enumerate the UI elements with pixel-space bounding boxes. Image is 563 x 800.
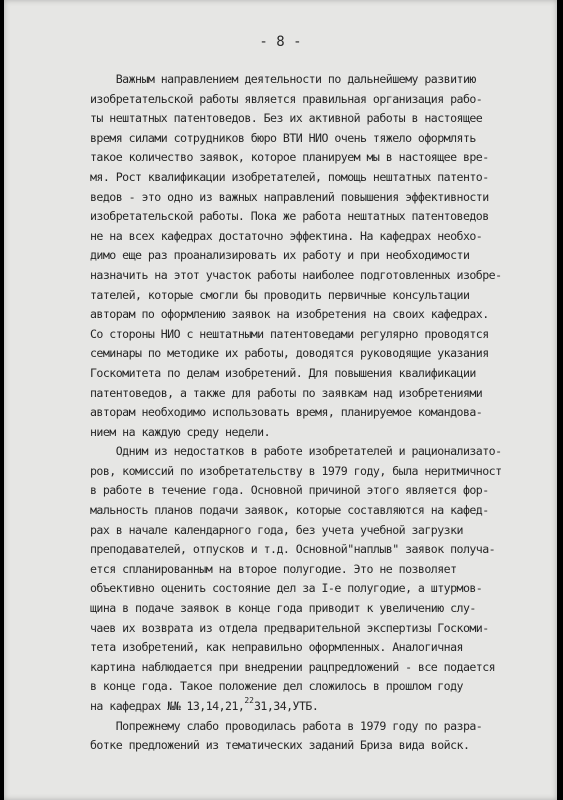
paragraph-3 (90, 717, 542, 756)
text-line: изобретательской работы. Пока же работа нештатных патентоведов (90, 209, 489, 224)
document-page (4, 0, 557, 800)
text-line: авторам необходимо использовать время, планируемое командова- (90, 405, 483, 420)
text-line: Важным направлением деятельности по дальнейшему развитию (90, 72, 476, 86)
text-line: ется спланированным на второе полугодие. Это не позволяет (90, 561, 457, 576)
text-line: тателей, которые смогли бы проводить первичные консультации (90, 287, 470, 302)
text-line: Попрежнему слабо проводилась работа в 1979 году по разра- (90, 718, 483, 733)
text-line: картина наблюдается при внедрении рацпредложений - все подается (90, 659, 496, 674)
text-line: ров, комиссий по изобретательству в 1979 году, была неритмичност (90, 463, 502, 478)
text-line-part: на кафедрах №№ 13,14,21, (90, 699, 245, 713)
text-line: семинары по методике их работы, доводятся руководящие указания (90, 346, 489, 361)
text-line: Одним из недостатков в работе изобретателей и рационализато- (90, 444, 502, 459)
text-line: рах в начале календарного года, без учета учебной загрузки (90, 522, 463, 537)
paragraph-2 (90, 442, 542, 716)
text-line: в конце года. Такое положение дел сложилось в прошлом году (90, 679, 463, 694)
text-line: не на всех кафедрах достаточно эффектина. На кафедрах необхо- (90, 228, 483, 243)
text-line: ты нештатных патентоведов. Без их активной работы в настоящее (90, 111, 483, 126)
text-line: Госкомитета по делам изобретений. Для повышения квалификации (90, 365, 476, 380)
text-line-part: 31,34,УТБ. (253, 699, 319, 713)
text-line: патентоведов, а также для работы по заявкам над изобретениями (90, 385, 483, 400)
body-text (90, 70, 542, 756)
handwritten-superscript: 22 (244, 696, 254, 705)
text-line: тета изобретений, как неправильно оформленных. Аналогичная (90, 640, 463, 655)
text-line: авторам по оформлению заявок на изобретения на своих кафедрах. (90, 307, 489, 322)
text-line: преподавателей, отпусков и т.д. Основной"наплыв" заявок получа- (90, 542, 496, 557)
text-line: мя. Рост квалификации изобретателей, помощь нештатных патенто- (90, 169, 489, 184)
paragraph-1 (90, 70, 542, 442)
text-line (90, 697, 542, 717)
text-line: объективно оценить состояние дел за I-е полугодие, а штурмов- (90, 581, 483, 596)
text-line: нием на каждую среду недели. (90, 424, 271, 439)
text-line: такое количество заявок, которое планируем мы в настоящее вре- (90, 150, 489, 165)
text-line: мальность планов подачи заявок, которые составляются на кафед- (90, 503, 489, 518)
text-line: время силами сотрудников бюро ВТИ НИО очень тяжело оформлять (90, 130, 476, 145)
text-line: ведов - это одно из важных направлений повышения эффективности (90, 189, 489, 204)
text-line: в работе в течение года. Основной причиной этого является фор- (90, 483, 489, 498)
page-number: - 8 - (259, 34, 302, 50)
text-line: ботке предложений из тематических заданий Бриза вида войск. (90, 738, 470, 753)
text-line: изобретательской работы является правильная организация рабо- (90, 91, 483, 106)
text-line: назначить на этот участок работы наиболее подготовленных изобре- (90, 267, 502, 282)
text-line: щина в подаче заявок в конце года приводит к увеличению слу- (90, 601, 476, 616)
text-line: Со стороны НИО с нештатными патентоведами регулярно проводятся (90, 326, 489, 341)
text-line: чаев их возврата из отдела предварительной экспертизы Госкоми- (90, 620, 489, 635)
text-line: димо еще раз проанализировать их работу и при необходимости (90, 248, 470, 263)
